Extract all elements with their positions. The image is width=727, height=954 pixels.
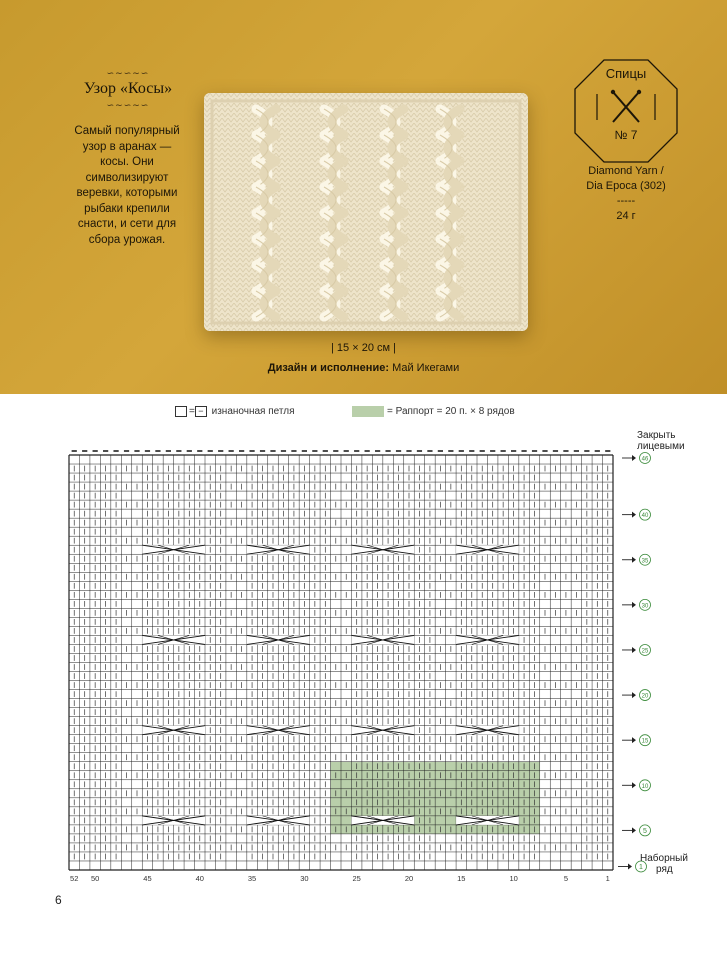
needle-size: № 7 xyxy=(614,128,638,142)
credit-label: Дизайн и исполнение: xyxy=(267,362,389,374)
yarn-weight: 24 г xyxy=(616,210,636,222)
column-number: 5 xyxy=(563,874,569,883)
row-marker-number: 46 xyxy=(641,456,649,463)
column-number: 50 xyxy=(90,874,100,883)
yarn-line-2: Dia Epoca (302) xyxy=(586,180,666,192)
purl-symbol: − xyxy=(195,406,207,417)
row-marker-number: 20 xyxy=(641,693,649,700)
pattern-description: Самый популярный узор в аранах — косы. Они символизируют веревки, которыми рыбаки крепили снасти, и сети для сбора урожая. xyxy=(74,125,180,246)
page-title: Узор «Косы» xyxy=(83,80,173,97)
row-marker-number: 10 xyxy=(641,783,649,790)
ornament-top: ∽∼∽∼∽ xyxy=(106,68,150,78)
legend-purl-label: изнаночная петля xyxy=(211,406,295,418)
row-marker-number: 15 xyxy=(641,738,649,745)
cast-on-line-1: Наборный xyxy=(640,853,688,864)
cast-on-line-2: ряд xyxy=(656,864,673,875)
column-number: 1 xyxy=(605,874,610,883)
row-marker-number: 5 xyxy=(643,827,647,835)
yarn-line-1: Diamond Yarn / xyxy=(588,165,664,177)
bind-off-line-2: лицевыми xyxy=(637,441,685,452)
page-number: 6 xyxy=(55,893,62,907)
yarn-dash: ----- xyxy=(616,195,636,207)
column-number: 45 xyxy=(143,874,152,883)
swatch-size: | 15 × 20 см | xyxy=(331,342,396,354)
column-number: 20 xyxy=(404,874,414,883)
column-number: 35 xyxy=(247,874,257,883)
legend-purl: = − изнаночная петля xyxy=(175,406,295,417)
column-number: 15 xyxy=(457,874,466,883)
column-number: 40 xyxy=(195,874,204,883)
cast-on-label xyxy=(640,853,688,875)
needles-label: Спицы xyxy=(605,66,647,81)
legend-repeat-label: = Раппорт = 20 п. × 8 рядов xyxy=(387,406,515,418)
column-number: 10 xyxy=(509,874,518,883)
bind-off-label xyxy=(637,430,685,452)
row-marker-number: 30 xyxy=(641,603,649,610)
column-number: 52 xyxy=(70,874,79,883)
row-marker-number: 35 xyxy=(641,558,649,565)
bind-off-line-1: Закрыть xyxy=(637,430,676,441)
ornament-bottom: ∽∼∽∼∽ xyxy=(106,100,150,110)
column-number: 25 xyxy=(352,874,361,883)
row-marker-number: 40 xyxy=(641,513,649,520)
row-marker-number: 25 xyxy=(641,648,649,655)
column-number: 30 xyxy=(300,874,309,883)
row-marker-number: 1 xyxy=(639,863,643,871)
credit-name: Май Икегами xyxy=(392,362,460,374)
